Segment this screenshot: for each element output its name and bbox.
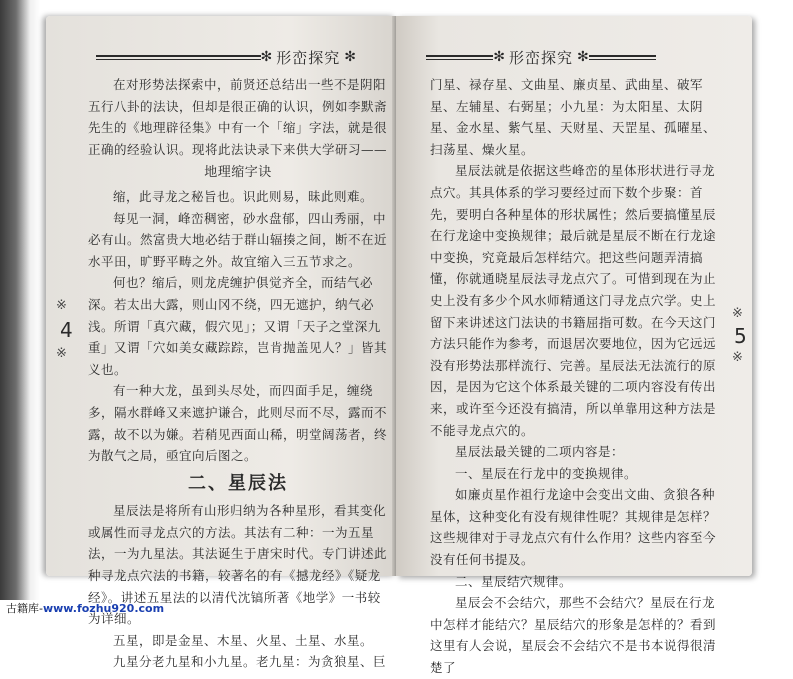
running-title: 形峦探究	[509, 48, 574, 67]
paragraph: 星辰法是将所有山形归纳为各种星形，看其变化或属性而寻龙点穴的方法。其法有二种：一为五星法，一为九星法。其法诞生于唐宋时代。专门讲述此种寻龙点穴法的书籍，较著名的有《撼龙经》《疑龙经》。讲述五星法的以清代沈镐所著《地学》一书较为详细。	[88, 503, 388, 627]
header-rule	[426, 55, 493, 60]
subtitle: 地理缩字诀	[204, 165, 272, 181]
paragraph: 有一种大龙，虽到头尽处，而四面手足，缠绕多，隔水群峰又来遮护谦合，此则尽而不尽，露而不露，故不以为嫌。若稍见西面山稀，明堂阔荡者，终为散气之局，亟宜向后图之。	[88, 383, 388, 464]
paragraph: 一、星辰在行龙中的变换规律。	[455, 465, 638, 481]
paragraph: 五星，即是金星、木星、火星、土星、水星。	[113, 632, 374, 648]
left-page-body	[88, 74, 388, 673]
paragraph: 九星分老九星和小九星。老九星：为贪狼星、巨	[113, 654, 387, 670]
page-number: 4	[60, 318, 73, 342]
page-number: 5	[734, 324, 747, 348]
margin-mark: ※	[732, 306, 743, 321]
ornament-star-icon: ✻	[344, 49, 356, 65]
paragraph: 星辰法最关键的二项内容是：	[455, 444, 625, 460]
paragraph: 星辰会不会结穴，那些不会结穴？星辰在行龙中怎样才能结穴？星辰结穴的形象是怎样的？看到这里有人会说，星辰会不会结穴不是书本说得很清楚了	[430, 595, 717, 676]
site-watermark	[6, 600, 164, 616]
watermark-label: 古籍库-	[6, 602, 43, 615]
running-title: 形峦探究	[276, 48, 341, 67]
right-page	[396, 16, 752, 676]
right-page-body	[430, 74, 726, 679]
paragraph: 缩，此寻龙之秘旨也。识此则易，昧此则难。	[113, 188, 374, 204]
continuation-paragraph: 门星、禄存星、文曲星、廉贞星、武曲星、破军星、左辅星、右弼星；小九星：为太阳星、太阴星、金水星、紫气星、天财星、天罡星、孤曜星、扫荡星、燥火星。	[430, 77, 717, 157]
ornament-star-icon: ✻	[493, 49, 505, 65]
paragraph: 星辰法就是依据这些峰峦的星体形状进行寻龙点穴。其具体系的学习要经过而下数个步聚：首先，要明白各种星体的形状属性；然后要搞懂星辰在行龙途中变换规律；最后就是星辰不断在行龙途中变换，究竟最后怎样结穴。把这些问题弄清搞懂，你就通晓星辰法寻龙点穴了。可惜到现在为止史上没有多少个风水师精通这门寻龙点穴学。史上留下来讲述这门法诀的书籍屈指可数。在今天这门方法只能作为参考，而退居次要地位，因为它远远没有形势法那样流行、完善。星辰法无法流行的原因，是因为它这个体系最关键的二项内容没有传出来，或许至今还没有搞清，所以单靠用这种方法是不能寻龙点穴的。	[430, 163, 717, 438]
margin-mark: ※	[56, 346, 67, 361]
left-page-header	[96, 44, 356, 70]
header-rule	[96, 55, 261, 60]
margin-mark: ※	[56, 298, 67, 313]
header-rule	[589, 55, 656, 60]
watermark-url: www.fozhu920.com	[42, 602, 165, 615]
paragraph: 如廉贞星作祖行龙途中会变出文曲、贪狼各种星体，这种变化有没有规律性呢？其规律是怎样？这些规律对于寻龙点穴有什么作用？这些内容至今没有任何书提及。	[430, 487, 717, 568]
paragraph: 二、星辰结穴规律。	[455, 573, 573, 589]
ornament-star-icon: ✻	[577, 49, 589, 65]
ornament-star-icon: ✻	[260, 49, 273, 65]
margin-mark: ※	[732, 350, 743, 365]
intro-paragraph: 在对形势法探索中，前贤还总结出一些不是阴阳五行八卦的法诀，但却是很正确的认识，例如李默斋先生的《地理辟径集》中有一个「缩」字法，就是很正确的经验认识。现将此法诀录下来供大学研习——	[88, 77, 388, 157]
paragraph: 每见一洞，峰峦稠密，砂水盘郁，四山秀丽，中必有山。然富贵大地必结于群山辐揍之间，断不在近水平田，旷野平畴之外。故宜缩入三五节求之。	[88, 210, 388, 269]
paragraph: 何也？缩后，则龙虎缠护俱觉齐全，而结气必深。若太出大露，则山冈不绕，四无遮护，纳气必浅。所谓「真穴藏，假穴见」；又谓「天子之堂深九重」又谓「穴如美女藏踪踪，岂肯抛盖见人？」皆其义也。	[88, 275, 388, 377]
section-heading: 二、星辰法	[188, 472, 288, 494]
right-page-header	[426, 44, 656, 70]
